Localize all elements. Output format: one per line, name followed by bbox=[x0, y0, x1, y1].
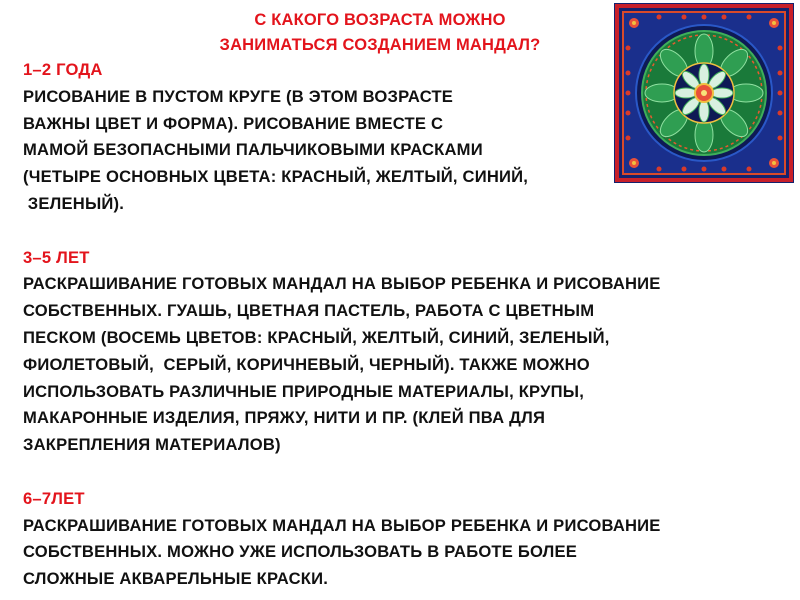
body-line: РАСКРАШИВАНИЕ ГОТОВЫХ МАНДАЛ НА ВЫБОР РЕБЕНКА И РИСОВАНИЕ bbox=[23, 515, 661, 535]
body-line: (ЧЕТЫРЕ ОСНОВНЫХ ЦВЕТА: КРАСНЫЙ, ЖЕЛТЫЙ, СИНИЙ, bbox=[23, 167, 529, 187]
section-heading-6-7: 6–7ЛЕТ bbox=[23, 488, 85, 508]
body-line: ЗАКРЕПЛЕНИЯ МАТЕРИАЛОВ) bbox=[23, 435, 281, 455]
section-spacer bbox=[23, 459, 788, 486]
title-line: С КАКОГО ВОЗРАСТА МОЖНО bbox=[254, 11, 506, 29]
body-line: СЛОЖНЫЕ АКВАРЕЛЬНЫЕ КРАСКИ. bbox=[23, 569, 329, 589]
body-line: СОБСТВЕННЫХ. ГУАШЬ, ЦВЕТНАЯ ПАСТЕЛЬ, РАБОТА С ЦВЕТНЫМ bbox=[23, 301, 595, 321]
body-line: МАМОЙ БЕЗОПАСНЫМИ ПАЛЬЧИКОВЫМИ КРАСКАМИ bbox=[23, 140, 483, 160]
body-line: МАКАРОННЫЕ ИЗДЕЛИЯ, ПРЯЖУ, НИТИ И ПР. (КЛЕЙ ПВА ДЛЯ bbox=[23, 408, 546, 428]
body-line: ФИОЛЕТОВЫЙ, СЕРЫЙ, КОРИЧНЕВЫЙ, ЧЕРНЫЙ). ТАКЖЕ МОЖНО bbox=[23, 354, 590, 374]
body-line: ВАЖНЫ ЦВЕТ И ФОРМА). РИСОВАНИЕ ВМЕСТЕ С bbox=[23, 113, 444, 133]
body-line: СОБСТВЕННЫХ. МОЖНО УЖЕ ИСПОЛЬЗОВАТЬ В РАБОТЕ БОЛЕЕ bbox=[23, 542, 578, 562]
slide-title bbox=[160, 8, 600, 58]
section-heading-1-2: 1–2 ГОДА bbox=[23, 60, 103, 79]
body-line: ИСПОЛЬЗОВАТЬ РАЗЛИЧНЫЕ ПРИРОДНЫЕ МАТЕРИАЛЫ, КРУПЫ, bbox=[23, 381, 585, 401]
section-spacer bbox=[23, 218, 788, 245]
body-line: РАСКРАШИВАНИЕ ГОТОВЫХ МАНДАЛ НА ВЫБОР РЕБЕНКА И РИСОВАНИЕ bbox=[23, 274, 661, 294]
section-heading-3-5: 3–5 ЛЕТ bbox=[23, 247, 90, 267]
title-line: ЗАНИМАТЬСЯ СОЗДАНИЕМ МАНДАЛ? bbox=[219, 36, 541, 54]
body-line: РИСОВАНИЕ В ПУСТОМ КРУГЕ (В ЭТОМ ВОЗРАСТЕ bbox=[23, 86, 454, 106]
body-line: ЗЕЛЕНЫЙ). bbox=[23, 193, 125, 213]
body-line: ПЕСКОМ (ВОСЕМЬ ЦВЕТОВ: КРАСНЫЙ, ЖЕЛТЫЙ, СИНИЙ, ЗЕЛЕНЫЙ, bbox=[23, 327, 610, 347]
mandala-image bbox=[614, 3, 794, 183]
